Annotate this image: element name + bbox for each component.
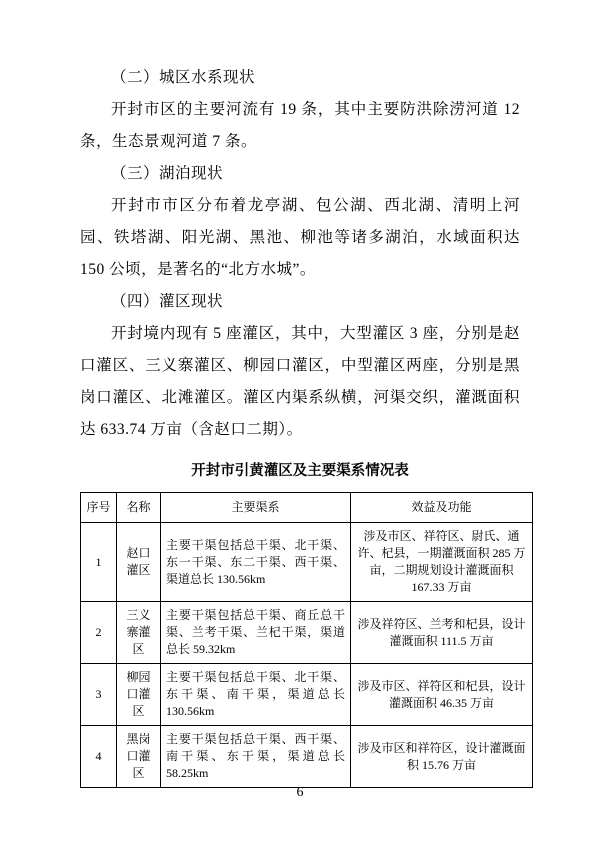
cell-channels: 主要干渠包括总干渠、北干渠、东干渠、南干渠，渠道总长 130.56km	[161, 664, 351, 726]
cell-seq: 1	[81, 523, 117, 602]
table-header	[81, 493, 533, 523]
cell-benefits: 涉及市区、祥符区和杞县，设计灌溉面积 46.35 万亩	[351, 664, 533, 726]
cell-name: 柳园口灌区	[117, 664, 161, 726]
column-header-name: 名称	[117, 493, 161, 523]
section-heading-city-water: （二）城区水系现状	[111, 69, 256, 86]
column-header-seq: 序号	[81, 493, 117, 523]
cell-channels: 主要干渠包括总干渠、商丘总干渠、兰考干渠、兰杞干渠，渠道总长 59.32km	[161, 602, 351, 664]
cell-benefits: 涉及市区和祥符区，设计灌溉面积 15.76 万亩	[351, 726, 533, 788]
table-row	[81, 726, 533, 788]
page-number: 6	[296, 785, 304, 800]
cell-seq: 4	[81, 726, 117, 788]
table-title: 开封市引黄灌区及主要渠系情况表	[191, 463, 409, 479]
cell-name: 三义寨灌区	[117, 602, 161, 664]
cell-channels: 主要干渠包括总干渠、西干渠、南干渠、东干渠，渠道总长 58.25km	[161, 726, 351, 788]
paragraph-irrigation: 开封境内现有 5 座灌区，其中，大型灌区 3 座，分别是赵口灌区、三义寨灌区、柳园口灌区，中型灌区两座，分别是黑岗口灌区、北滩灌区。灌区内渠系纵横，河渠交织，灌溉面积达 633.74 万亩（含赵口二期）。	[80, 325, 520, 438]
cell-benefits: 涉及祥符区、兰考和杞县，设计灌溉面积 111.5 万亩	[351, 602, 533, 664]
irrigation-districts-table	[80, 492, 533, 788]
cell-benefits: 涉及市区、祥符区、尉氏、通许、杞县，一期灌溉面积 285 万亩，二期规划设计灌溉面积 167.33 万亩	[351, 523, 533, 602]
cell-channels: 主要干渠包括总干渠、北干渠、东一干渠、东二干渠、西干渠、渠道总长 130.56km	[161, 523, 351, 602]
cell-seq: 2	[81, 602, 117, 664]
table-header-row	[81, 493, 533, 523]
table-row	[81, 664, 533, 726]
cell-seq: 3	[81, 664, 117, 726]
section-heading-irrigation: （四）灌区现状	[111, 293, 224, 310]
paragraph-city-water: 开封市区的主要河流有 19 条，其中主要防洪除涝河道 12 条，生态景观河道 7 条。	[80, 101, 520, 150]
section-heading-lakes: （三）湖泊现状	[111, 165, 224, 182]
table-row	[81, 602, 533, 664]
paragraph-lakes: 开封市市区分布着龙亭湖、包公湖、西北湖、清明上河园、铁塔湖、阳光湖、黑池、柳池等诸多湖泊，水域面积达 150 公顷，是著名的“北方水城”。	[80, 197, 520, 278]
table-row	[81, 523, 533, 602]
cell-name: 黑岗口灌区	[117, 726, 161, 788]
body-text	[80, 62, 520, 446]
table-body	[81, 523, 533, 788]
column-header-channels: 主要渠系	[161, 493, 351, 523]
column-header-benefits: 效益及功能	[351, 493, 533, 523]
cell-name: 赵口灌区	[117, 523, 161, 602]
